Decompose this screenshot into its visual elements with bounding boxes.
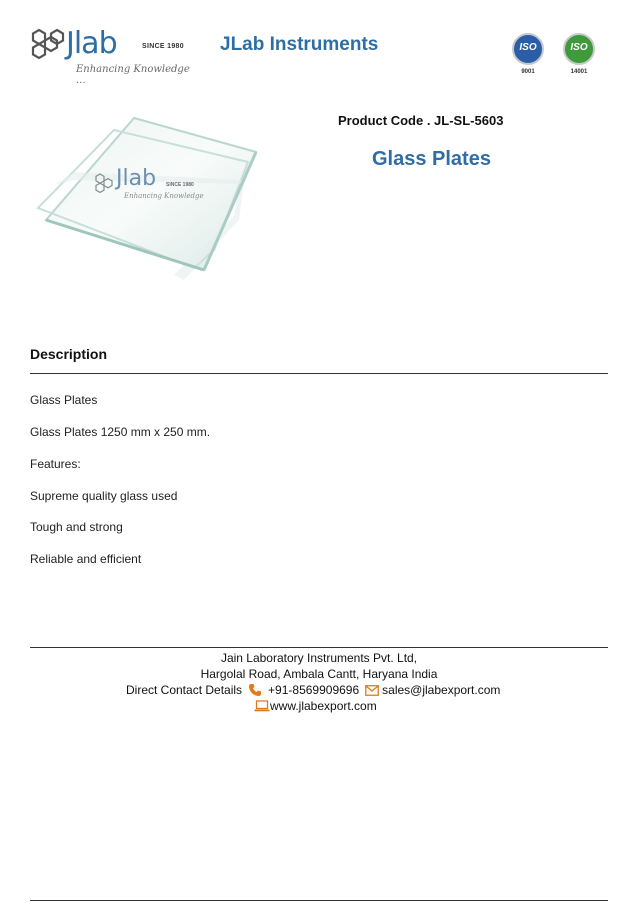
website-link[interactable]: www.jlabexport.com [270, 699, 377, 713]
phone-link[interactable]: +91-8569909696 [268, 683, 360, 697]
iso-number: 9001 [521, 69, 535, 75]
image-logo-since: SINCE 1980 [166, 182, 194, 188]
image-logo-tagline: Enhancing Knowledge [124, 192, 204, 200]
product-code: Product Code . JL-SL-5603 [338, 113, 504, 128]
logo-wordmark: Jlab [66, 26, 117, 61]
description-line: Features: [30, 457, 81, 471]
image-logo-wordmark: Jlab [116, 166, 157, 191]
section-divider [30, 373, 608, 374]
laptop-icon [254, 700, 270, 712]
iso-label: ISO [570, 42, 588, 53]
iso-number: 14001 [570, 69, 588, 75]
company-logo [30, 24, 190, 86]
iso-9001-badge [512, 33, 544, 75]
glass-plates-illustration [34, 100, 262, 305]
description-line: Tough and strong [30, 520, 123, 534]
page-bottom-divider [30, 900, 608, 901]
product-name: Glass Plates [372, 148, 491, 170]
footer-contact-row [126, 683, 500, 697]
description-heading: Description [30, 346, 108, 362]
iso-14001-badge [563, 33, 595, 75]
contact-label: Direct Contact Details [126, 683, 243, 697]
description-line: Reliable and efficient [30, 552, 142, 566]
phone-icon [248, 683, 262, 697]
email-link[interactable]: sales@jlabexport.com [382, 683, 501, 697]
logo-tagline: Enhancing Knowledge ... [76, 64, 190, 86]
hexagon-molecule-icon [30, 28, 66, 62]
description-line: Glass Plates [30, 393, 98, 407]
description-line: Supreme quality glass used [30, 489, 178, 503]
product-image [34, 100, 262, 305]
footer-company: Jain Laboratory Instruments Pvt. Ltd, [220, 651, 418, 665]
footer-address: Hargolal Road, Ambala Cantt, Haryana India [200, 667, 438, 681]
footer-divider [30, 647, 608, 648]
iso-label: ISO [519, 42, 537, 53]
logo-since: SINCE 1980 [142, 43, 184, 50]
email-icon [365, 685, 379, 696]
company-title: JLab Instruments [220, 34, 379, 55]
description-line: Glass Plates 1250 mm x 250 mm. [30, 425, 211, 439]
footer-website-row [254, 699, 377, 713]
